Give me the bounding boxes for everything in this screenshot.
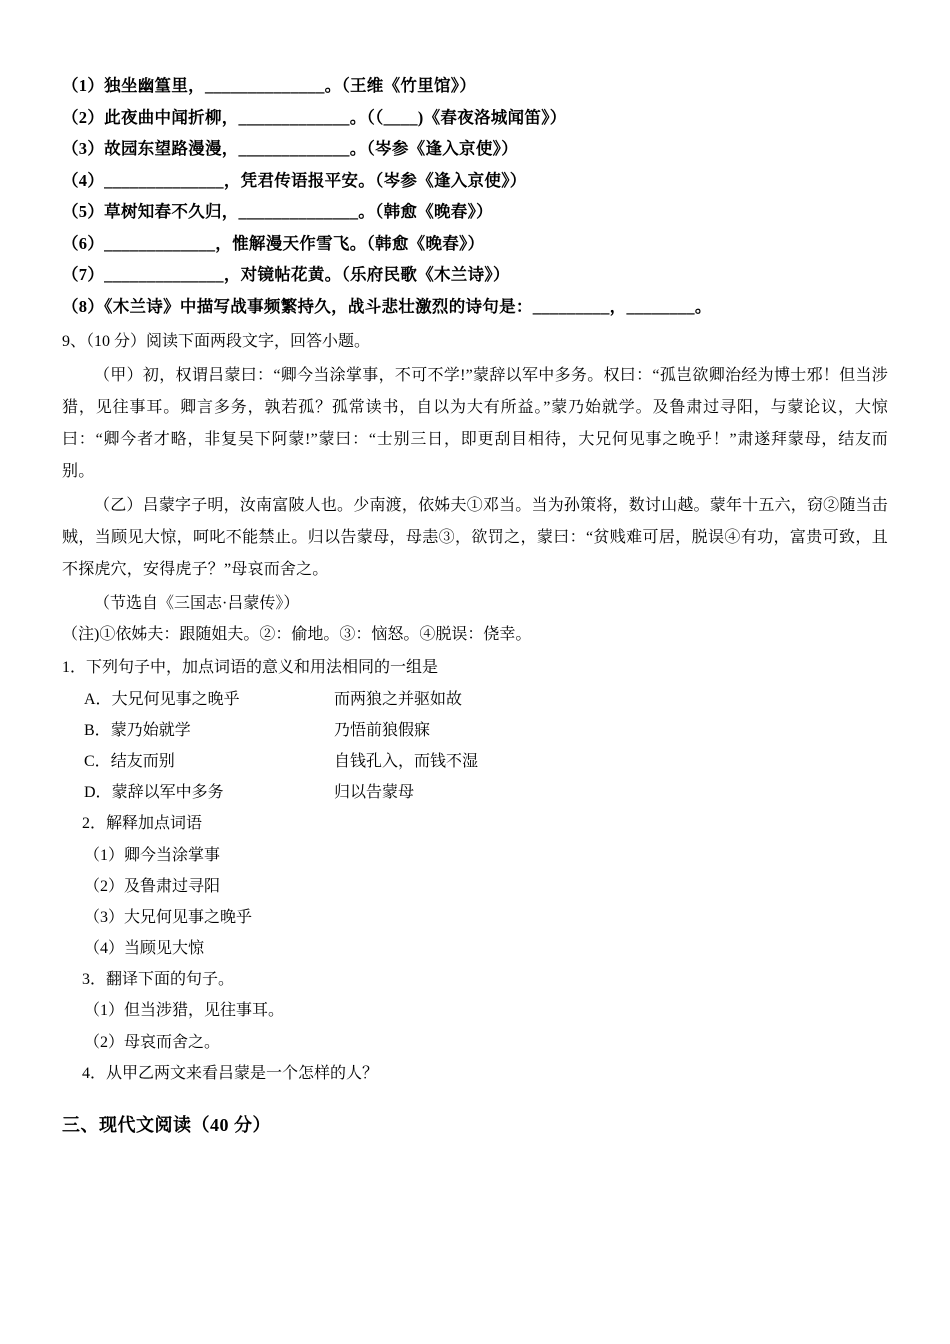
option-d-right: 归以告蒙母 bbox=[334, 784, 415, 802]
passage-yi: （乙）吕蒙字子明，汝南富陂人也。少南渡，依姊夫①邓当。当为孙策将，数讨山越。蒙年十五六，窃②随当击贼，当顾见大惊，呵叱不能禁止。归以告蒙母，母恚③，欲罚之，蒙曰：“贫贱难可居，脱误④有功，富贵可致，且不探虎穴，安得虎子？”母哀而舍之。 bbox=[62, 497, 888, 578]
sub-question-1-stem: 1．下列句子中，加点词语的意义和用法相同的一组是 bbox=[62, 659, 439, 677]
passage-jia: （甲）初，权谓吕蒙曰：“卿今当涂掌事，不可不学!”蒙辞以军中多务。权曰：“孤岂欲卿治经为博士邪！但当涉猎，见往事耳。卿言多务，孰若孤？孤常读书，自以为大有所益。”蒙乃始就学。及鲁肃过寻阳，与蒙论议，大惊曰：“卿今者才略，非复吴下阿蒙!”蒙曰：“士别三日，即更刮目相待，大兄何见事之晚乎！”肃遂拜蒙母，结友而别。 bbox=[62, 367, 888, 480]
fill-in-blank-item: （3）故园东望路漫漫，_____________。（岑参《逢入京使》） bbox=[62, 139, 518, 158]
option-row-b[interactable] bbox=[62, 715, 888, 746]
option-c-left: C．结友而别 bbox=[84, 752, 175, 770]
option-a-left: A．大兄何见事之晚乎 bbox=[84, 690, 240, 708]
fill-in-blank-item: （5）草树知春不久归，______________。（韩愈《晚春》） bbox=[62, 202, 493, 221]
option-row-a[interactable] bbox=[62, 684, 888, 715]
fill-in-blank-item: （6）_____________，惟解漫天作雪飞。（韩愈《晚春》） bbox=[62, 233, 485, 253]
sub-question-3-stem: 3．翻译下面的句子。 bbox=[82, 971, 235, 989]
question-9-heading: 9、（10 分）阅读下面两段文字，回答小题。 bbox=[62, 333, 371, 350]
fill-in-blank-item: （8）《木兰诗》中描写战事频繁持久，战斗悲壮激烈的诗句是：_________，________。 bbox=[62, 296, 712, 316]
fill-in-blank-item: （4）______________，凭君传语报平安。（岑参《逢入京使》） bbox=[62, 170, 527, 190]
sub-question-2-item: （1）卿今当涂掌事 bbox=[84, 846, 221, 864]
sub-question-4-stem: 4．从甲乙两文来看吕蒙是一个怎样的人？ bbox=[82, 1064, 379, 1082]
option-d-left: D．蒙辞以军中多务 bbox=[84, 784, 224, 802]
passage-notes: （注)①依姊夫：跟随姐夫。②：偷地。③：恼怒。④脱误：侥幸。 bbox=[62, 626, 532, 643]
fill-in-blank-list bbox=[62, 78, 888, 315]
option-b-left: B．蒙乃始就学 bbox=[84, 721, 191, 739]
sub-question-2-item: （2）及鲁肃过寻阳 bbox=[84, 877, 221, 895]
sub-question-3-item: （2）母哀而舍之。 bbox=[84, 1033, 221, 1051]
option-c-right: 自钱孔入，而钱不湿 bbox=[334, 752, 479, 770]
sub-question-2-stem: 2．解释加点词语 bbox=[82, 815, 203, 833]
fill-in-blank-item: （7）______________，对镜帖花黄。（乐府民歌《木兰诗》） bbox=[62, 265, 510, 284]
fill-in-blank-item: （1）独坐幽篁里，______________。（王维《竹里馆》） bbox=[62, 76, 477, 95]
passage-source: （节选自《三国志·吕蒙传》） bbox=[94, 595, 300, 612]
fill-in-blank-item: （2）此夜曲中闻折柳，_____________。（（____)《春夜洛城闻笛》） bbox=[62, 107, 567, 127]
sub-question-2-item: （3）大兄何见事之晚乎 bbox=[84, 908, 253, 926]
option-row-d[interactable] bbox=[62, 777, 888, 808]
option-a-right: 而两狼之并驱如故 bbox=[334, 690, 463, 708]
option-b-right: 乃悟前狼假寐 bbox=[334, 721, 431, 739]
sub-question-2-item: （4）当顾见大惊 bbox=[84, 940, 205, 958]
sub-question-3-item: （1）但当涉猎，见往事耳。 bbox=[84, 1002, 285, 1020]
option-row-c[interactable] bbox=[62, 746, 888, 777]
section-three-title: 三、现代文阅读（40 分） bbox=[62, 1115, 271, 1136]
